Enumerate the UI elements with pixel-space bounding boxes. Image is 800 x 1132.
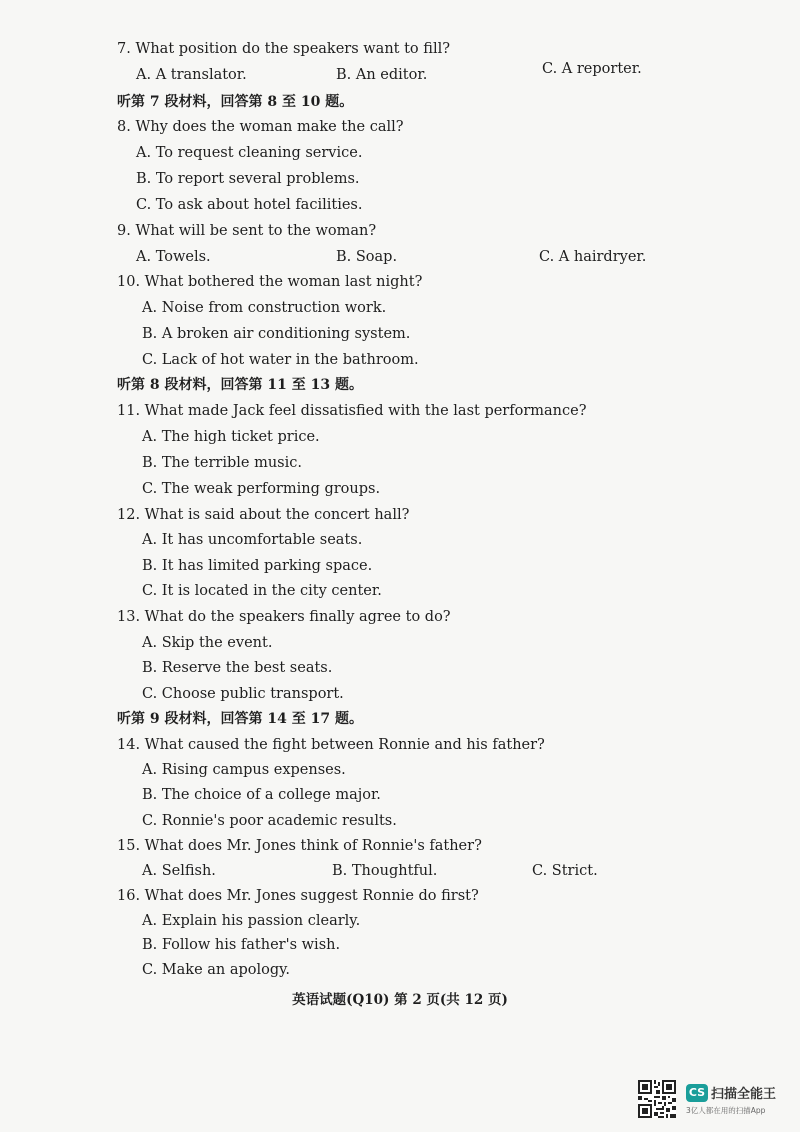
question-10: 10. What bothered the woman last night? [117, 274, 423, 290]
scanner-watermark [638, 1080, 788, 1120]
option-c: C. Strict. [532, 863, 598, 879]
option-a: A. Towels. [136, 249, 211, 265]
question-16: 16. What does Mr. Jones suggest Ronnie do first? [117, 888, 479, 904]
camscanner-tagline: 3亿人都在用的扫描App [686, 1106, 766, 1115]
camscanner-brand: 扫描全能王 [711, 1087, 777, 1102]
page-footer: 英语试题(Q10) 第 2 页(共 12 页) [292, 992, 508, 1008]
option-b: B. Follow his father's wish. [142, 937, 341, 953]
option-c: C. To ask about hotel facilities. [136, 197, 363, 213]
qr-code-icon [638, 1080, 676, 1118]
option-a: A. Selfish. [142, 863, 216, 879]
option-b: B. It has limited parking space. [142, 558, 373, 574]
option-b: B. The terrible music. [142, 455, 302, 471]
section-header-8: 听第 8 段材料，回答第 11 至 13 题。 [117, 377, 363, 393]
option-a: A. Skip the event. [142, 635, 273, 651]
question-9: 9. What will be sent to the woman? [117, 223, 377, 239]
option-a: A. To request cleaning service. [136, 145, 363, 161]
option-b: B. Soap. [336, 249, 398, 265]
option-c: C. Lack of hot water in the bathroom. [142, 352, 419, 368]
option-a: A. It has uncomfortable seats. [142, 532, 363, 548]
section-header-9: 听第 9 段材料，回答第 14 至 17 题。 [117, 711, 363, 727]
question-7: 7. What position do the speakers want to fill? [117, 41, 450, 57]
section-header-7: 听第 7 段材料，回答第 8 至 10 题。 [117, 94, 354, 110]
option-b: B. An editor. [336, 67, 428, 83]
option-c: C. The weak performing groups. [142, 481, 381, 497]
option-c: C. Make an apology. [142, 962, 291, 978]
option-a: A. Explain his passion clearly. [142, 913, 361, 929]
option-c: C. It is located in the city center. [142, 583, 382, 599]
option-b: B. Thoughtful. [332, 863, 438, 879]
question-11: 11. What made Jack feel dissatisfied with the last performance? [117, 403, 587, 419]
option-a: A. The high ticket price. [142, 429, 320, 445]
question-15: 15. What does Mr. Jones think of Ronnie's father? [117, 838, 482, 854]
option-c: C. A reporter. [542, 61, 642, 77]
option-a: A. Rising campus expenses. [142, 762, 346, 778]
question-13: 13. What do the speakers finally agree to do? [117, 609, 451, 625]
option-b: B. The choice of a college major. [142, 787, 381, 803]
question-14: 14. What caused the fight between Ronnie and his father? [117, 737, 545, 753]
question-8: 8. Why does the woman make the call? [117, 119, 404, 135]
option-c: C. Ronnie's poor academic results. [142, 813, 397, 829]
option-b: B. A broken air conditioning system. [142, 326, 411, 342]
question-12: 12. What is said about the concert hall? [117, 507, 410, 523]
option-c: C. A hairdryer. [539, 249, 647, 265]
option-a: A. Noise from construction work. [142, 300, 387, 316]
camscanner-logo: CS [686, 1084, 708, 1102]
option-b: B. To report several problems. [136, 171, 360, 187]
option-c: C. Choose public transport. [142, 686, 344, 702]
option-a: A. A translator. [136, 67, 247, 83]
option-b: B. Reserve the best seats. [142, 660, 333, 676]
